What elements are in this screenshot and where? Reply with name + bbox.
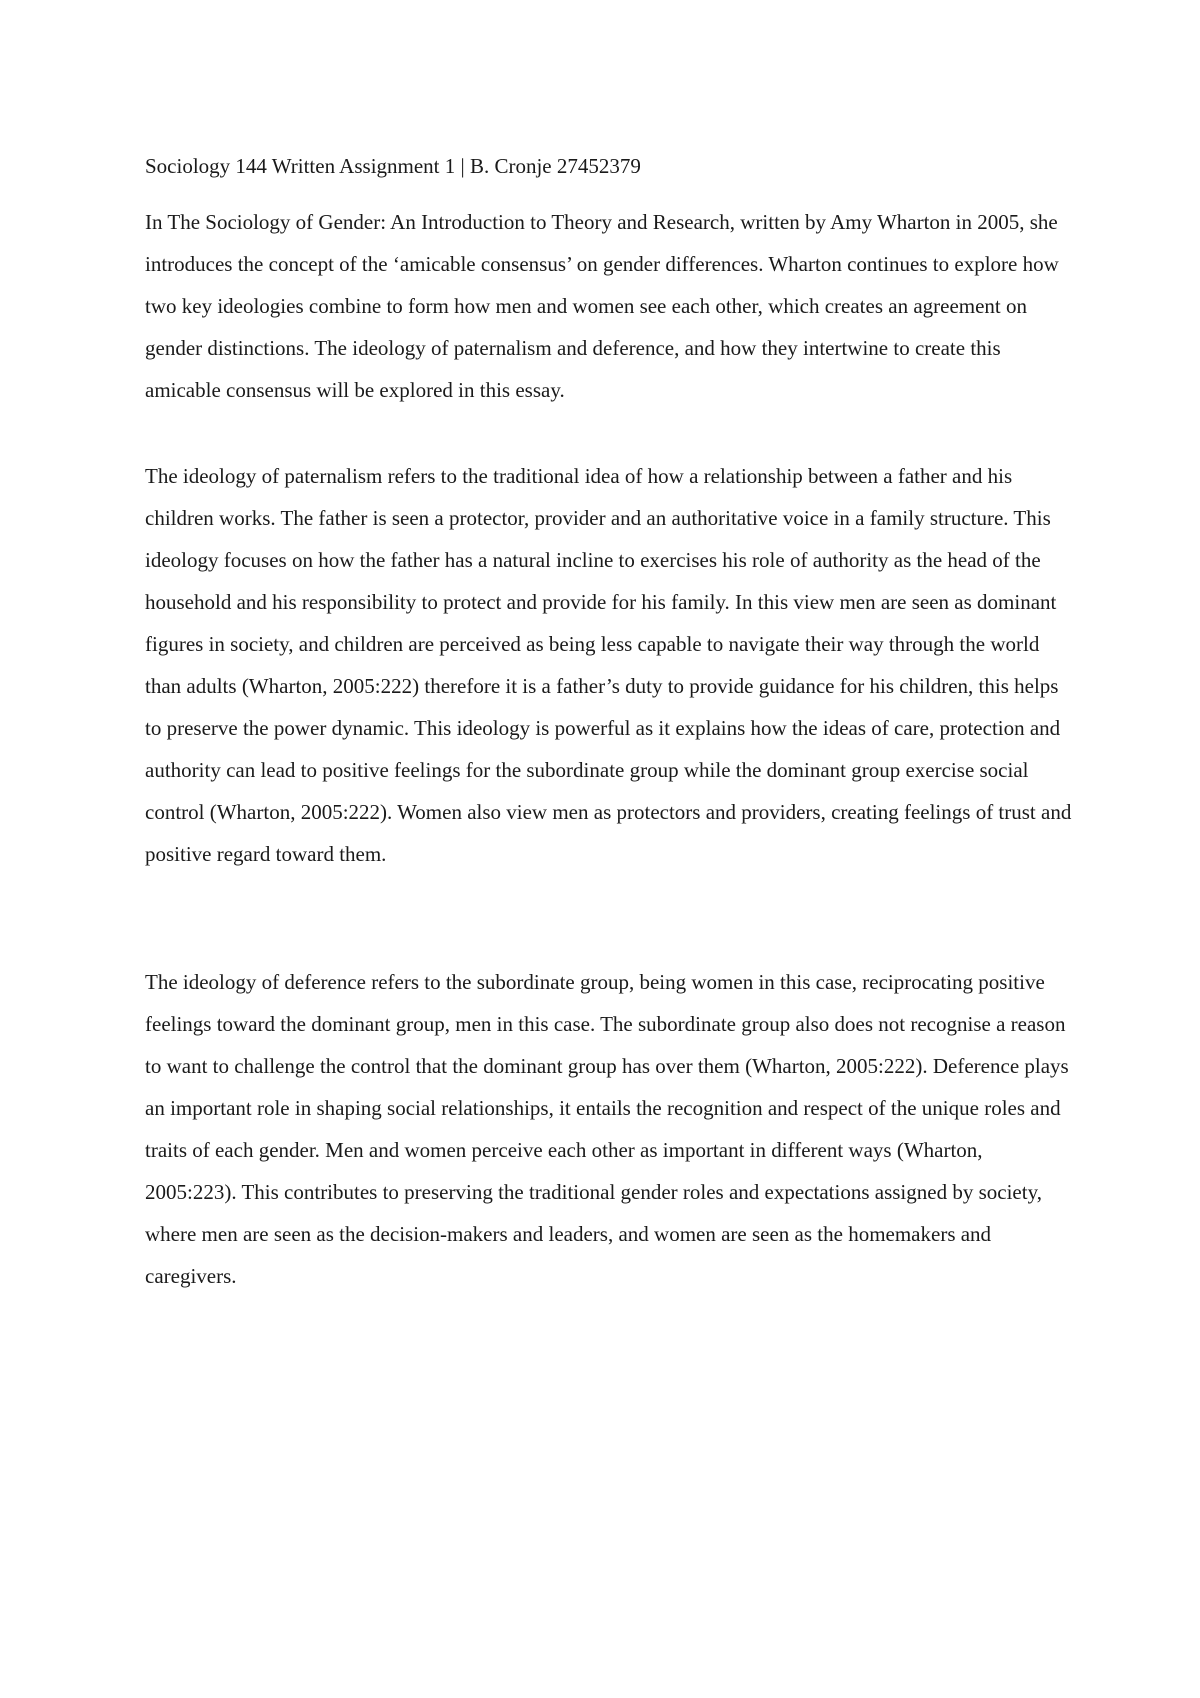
paragraph-introduction: In The Sociology of Gender: An Introduction to Theory and Research, written by Amy Wharton in 2005, she introduces the concept of the ‘amicable consensus’ on gender differences. Wharton continues to explore how two key ideologies combine to form how men and women see each other, which creates an agreement on gender distinctions. The ideology of paternalism and deference, and how they intertwine to create this amicable consensus will be explored in this essay. xyxy=(145,210,1059,402)
paragraph-paternalism: The ideology of paternalism refers to the traditional idea of how a relationship between a father and his children works. The father is seen a protector, provider and an authoritative voice in a family structure. This ideology focuses on how the father has a natural incline to exercises his role of authority as the head of the household and his responsibility to protect and provide for his family. In this view men are seen as dominant figures in society, and children are perceived as being less capable to navigate their way through the world than adults (Wharton, 2005:222) therefore it is a father’s duty to provide guidance for his children, this helps to preserve the power dynamic. This ideology is powerful as it explains how the ideas of care, protection and authority can lead to positive feelings for the subordinate group while the dominant group exercise social control (Wharton, 2005:222). Women also view men as protectors and providers, creating feelings of trust and positive regard toward them. xyxy=(145,464,1072,866)
paragraph-deference: The ideology of deference refers to the subordinate group, being women in this case, reciprocating positive feelings toward the dominant group, men in this case. The subordinate group also does not recognise a reason to want to challenge the control that the dominant group has over them (Wharton, 2005:222). Deference plays an important role in shaping social relationships, it entails the recognition and respect of the unique roles and traits of each gender. Men and women perceive each other as important in different ways (Wharton, 2005:223). This contributes to preserving the traditional gender roles and expectations assigned by society, where men are seen as the decision-makers and leaders, and women are seen as the homemakers and caregivers. xyxy=(145,970,1069,1288)
document-heading: Sociology 144 Written Assignment 1 | B. Cronje 27452379 xyxy=(145,154,641,178)
document-body xyxy=(145,145,1075,1297)
